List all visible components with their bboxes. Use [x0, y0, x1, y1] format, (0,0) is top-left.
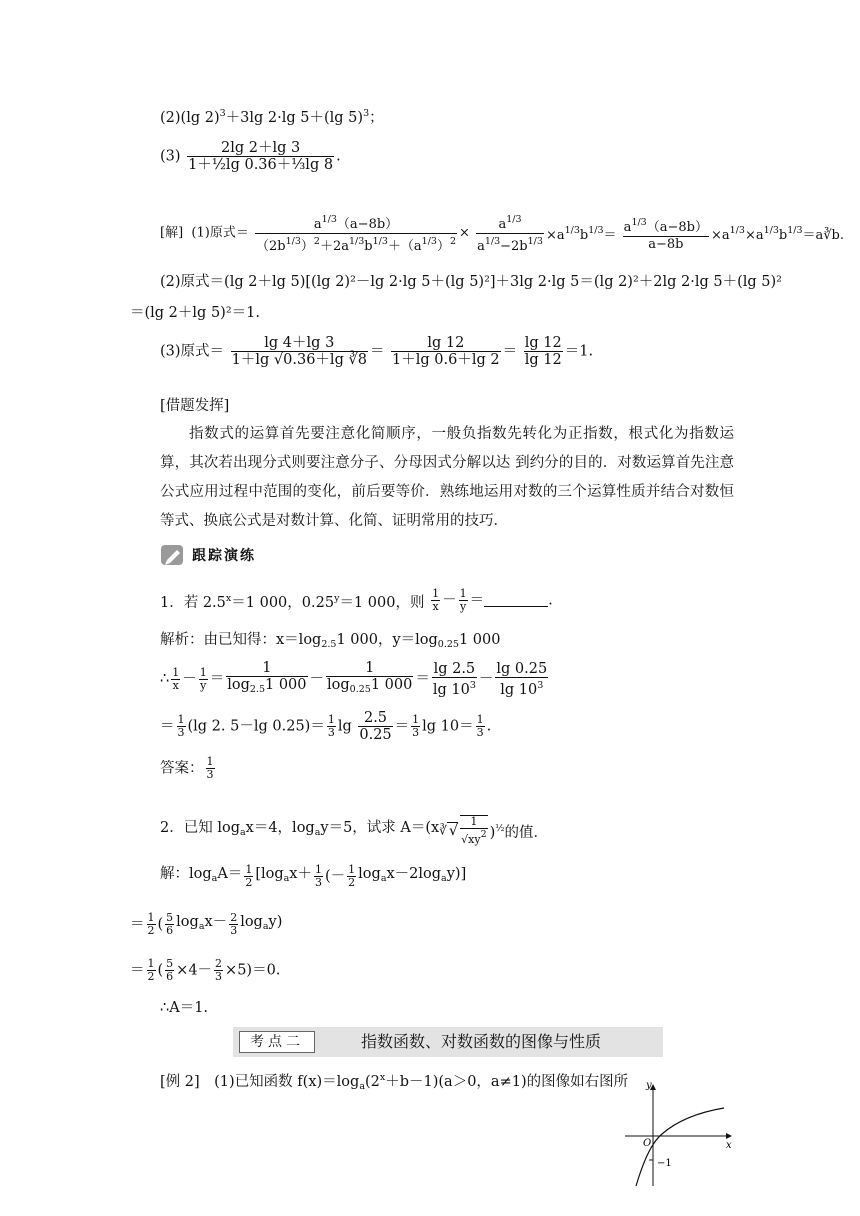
- s3-end: ＝1.: [564, 343, 594, 360]
- x-axis-arrow: [726, 1133, 732, 1139]
- insight-heading: [借题发挥]: [160, 398, 230, 414]
- section-title: 指数函数、对数函数的图像与性质: [361, 1032, 602, 1051]
- practice-label: 跟踪演练: [192, 548, 256, 564]
- practice-2-line2: ＝ $\frac{1}{2}$ ( $\frac{5}{6}$ $\log_ax-$ $\frac{2}{3}$ $\log_ay$): [130, 911, 283, 937]
- section-header: [233, 1027, 663, 1057]
- x-label: x: [726, 1140, 732, 1151]
- s3-den2: 1＋lg 0.6＋lg 2: [392, 352, 500, 368]
- y-label: y: [646, 1080, 652, 1091]
- function-graph: [620, 1078, 740, 1188]
- practice-1-answer: [160, 756, 217, 781]
- part3-end: .: [336, 148, 341, 165]
- s3-num3: lg 12: [524, 335, 562, 351]
- problem-part-3: [160, 140, 341, 173]
- part3-numerator: 2lg 2＋lg 3: [187, 140, 334, 157]
- solution-part-2-line2: ＝(lg 2＋lg 5)²＝1.: [130, 305, 260, 321]
- s3-den1: 1＋lg √0.36＋lg ∛8: [231, 352, 367, 368]
- solution-part-3: (3)原式＝ $\frac{\lg 4+\lg 3}{1+\lg √0.36+\lg ∛8}$ ＝ $\frac{\lg 12}{1+\lg 0.6+\lg 2}$ ＝ $\frac{\lg 12}{\lg 12}$ ＝1.: [160, 335, 594, 368]
- example-2-text: [例 2] (1)已知函数 $f(x)=\log_a(2^x+b-1)(a>0$，a≠1)的图像如右图所: [160, 1072, 629, 1092]
- s3-num1: lg 4＋lg 3: [231, 335, 368, 352]
- origin-label: O: [643, 1138, 652, 1149]
- tick-label: −1: [657, 1158, 672, 1169]
- insight-body: 指数式的运算首先要注意化简顺序，一般负指数先转化为正指数，根式化为指数运算，其次若出现分式则要注意分子、分母因式分解以达 到约分的目的．对数运算首先注意公式应用过程中范围的变化，前后要等价．熟练地运用对数的三个运算性质并结合对数恒等式、换底公式是对数计算、化简、证明常用的技巧．: [160, 426, 734, 529]
- pencil-icon: [160, 542, 186, 568]
- part3-denominator: 1＋½lg 0.36＋⅓lg 8: [188, 157, 334, 173]
- part3-label: (3): [160, 148, 181, 165]
- practice-1-line3: ＝ $\frac{1}{3}$ (lg 2. 5－lg 0.25)＝ $\frac{1}{3}$ lg $\frac{2.5}{0.25}$ ＝ $\frac{1}{3}$ lg 10＝ $\frac{1}{3}$ .: [160, 710, 492, 743]
- problem-part-2: (2)(lg 2)$^3$＋3lg 2·lg 5＋(lg 5)$^3$；: [160, 108, 384, 126]
- s3-den3: lg 12: [524, 352, 562, 368]
- answer-value: $\frac{1}{3}$: [206, 755, 214, 781]
- s1-fraction-c: $\frac{a^{1/3}(a-8b)}{a-8b}$: [623, 216, 708, 252]
- s3-num2: lg 12: [391, 335, 501, 352]
- section-tag: 考点二: [239, 1031, 315, 1053]
- answer-blank[interactable]: [484, 592, 548, 607]
- practice-question-2: 2．已知 $\log_ax=4$，$\log_ay=5$，试求 A＝(x∛ √ $\frac{1}{√xy2}$ )$^{\frac{1}{2}}$的值．: [160, 815, 549, 846]
- practice-1-line2: ∴ $\frac{1}{x}$ － $\frac{1}{y}$ ＝ $\frac{1}{\log_{2.5}1 000}$ － $\frac{1}{\log_{0.25}1 000}$ ＝ $\frac{\lg 2.5}{\lg 10^3}$ － $\frac{\lg 0.25}{\lg 10^3}$: [160, 660, 548, 698]
- s1-fraction-a: $\frac{a^{1/3}(a-8b)}{(2b^{1/3})^2+2a^{1/3}b^{1/3}+(a^{1/3})^2}$: [256, 214, 457, 254]
- practice-question-1: 1．若 $2.5^x=1$ 000，$0.25^y=1$ 000，则 $\frac{1}{x}$ － $\frac{1}{y}$ ＝ .: [160, 587, 553, 613]
- s3-fraction-3: [524, 335, 563, 368]
- practice-2-line3: ＝ $\frac{1}{2}$ ( $\frac{5}{6}$ ×4－ $\frac{2}{3}$ ×5)＝0.: [130, 957, 281, 983]
- solution-part-1: [解] (1)原式＝ $\frac{a^{1/3}(a-8b)}{(2b^{1/3})^2+2a^{1/3}b^{1/3}+(a^{1/3})^2}$ × $\frac{a^{1/3}}{a^{1/3}-2b^{1/3}}$ $\times a^{1/3}b^{1/3}=$ $\frac{a^{1/3}(a-8b)}{a-8b}$ $\times a^{1/3}\times a^{1/3}b^{1/3}=a∛b$.: [160, 214, 845, 254]
- s3-fraction-1: [231, 335, 368, 368]
- answer-label: 答案：: [160, 760, 204, 777]
- practice-1-line1: 解析：由已知得：$x=\log_{2.5}1$ 000，$y=\log_{0.25}1$ 000: [160, 632, 501, 650]
- practice-2-line1: 解：$\log_aA=$ $\frac{1}{2}$ [$\log_ax+$ $\frac{1}{3}$ (－ $\frac{1}{2}$ $\log_ax-2\log_ay$)]: [160, 863, 467, 889]
- practice-2-line4: ∴A＝1.: [160, 1000, 209, 1016]
- part3-fraction: [187, 140, 334, 173]
- s3-prefix: (3)原式＝: [160, 343, 225, 360]
- s1-fraction-b: $\frac{a^{1/3}}{a^{1/3}-2b^{1/3}}$: [477, 214, 543, 254]
- solution-part-2-line1: (2)原式＝(lg 2＋lg 5)[(lg 2)²－lg 2·lg 5＋(lg 5)²]＋3lg 2·lg 5＝(lg 2)²＋2lg 2·lg 5＋(lg 5)²: [160, 274, 782, 290]
- s3-fraction-2: [391, 335, 501, 368]
- solution-tag: [解]: [160, 225, 184, 241]
